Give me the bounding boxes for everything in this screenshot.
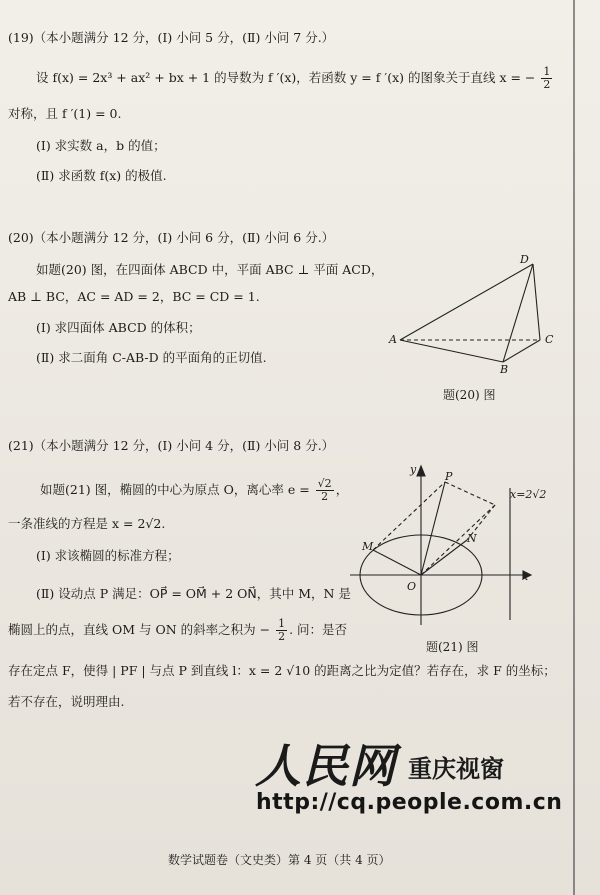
q20-header: (20)（本小题满分 12 分，(Ⅰ) 小问 6 分，(Ⅱ) 小问 6 分.） (8, 230, 335, 245)
q21-e-den: 2 (321, 490, 329, 503)
q21-line1 (40, 478, 348, 503)
q21-k-den: 2 (278, 630, 286, 643)
q21-label-M: M (362, 540, 374, 553)
q20-label-C: C (545, 333, 554, 346)
q21-last-line1: 存在定点 F，使得 | PF | 与点 P 到直线 l：x = 2 √10 的距离之比为定值？若存在，求 F 的坐标； (8, 663, 556, 678)
q19-frac-den: 2 (543, 78, 551, 91)
q21-k-fraction (276, 618, 287, 643)
q21-figure-caption: 题(21) 图 (426, 640, 479, 654)
segment-OM (373, 550, 421, 575)
margin-rule (573, 0, 575, 895)
q20-figure-caption: 题(20) 图 (443, 388, 496, 402)
edge-AB (400, 340, 503, 362)
q21-e-fraction (316, 478, 334, 503)
people-daily-logo-text: 人民网 (255, 739, 396, 793)
page-footer: 数学试题卷（文史类）第 4 页（共 4 页） (168, 853, 391, 867)
segment-OP (421, 482, 445, 575)
q19-line1-text: 设 f(x) = 2x³ + ax² + bx + 1 的导数为 f ′(x)，若函数 y = f ′(x) 的图象关于直线 x = − (36, 70, 536, 85)
q20-label-B: B (500, 363, 509, 376)
q21-part2b (8, 618, 347, 643)
q21-label-x: x (522, 570, 529, 583)
q19-header: (19)（本小题满分 12 分，(Ⅰ) 小问 5 分，(Ⅱ) 小问 7 分.） (8, 30, 335, 45)
q21-e-num: √2 (317, 477, 332, 490)
q21-line2: 一条准线的方程是 x = 2√2. (8, 516, 166, 531)
q21-part2b-text: 椭圆上的点，直线 OM 与 ON 的斜率之积为 − (8, 622, 271, 637)
chongqing-window-text: 重庆视窗 (408, 755, 504, 783)
edge-CD (533, 264, 540, 340)
segment-ON (421, 540, 467, 575)
q20-label-A: A (389, 333, 397, 346)
q19-line2: 对称，且 f ′(1) = 0. (8, 106, 122, 121)
q21-last-line2: 若不存在，说明理由. (8, 694, 125, 709)
q21-header: (21)（本小题满分 12 分，(Ⅰ) 小问 4 分，(Ⅱ) 小问 8 分.） (8, 438, 335, 453)
q19-frac-num: 1 (543, 65, 551, 78)
q21-line1-tail: ， (335, 482, 349, 497)
q21-part2b-tail: . 问：是否 (289, 622, 348, 637)
q21-part2a: (Ⅱ) 设动点 P 满足：OP⃗ = OM⃗ + 2 ON⃗，其中 M，N 是 (36, 586, 351, 601)
q19-fraction (541, 66, 552, 91)
q20-line1: 如题(20) 图，在四面体 ABCD 中，平面 ABC ⊥ 平面 ACD， (36, 262, 384, 277)
q20-tetrahedron-figure (385, 250, 565, 380)
q21-k-num: 1 (278, 617, 286, 630)
q21-label-N: N (467, 532, 477, 545)
q21-ellipse-figure (345, 460, 560, 630)
q21-label-directrix: x=2√2 (510, 488, 547, 501)
q20-part2: (Ⅱ) 求二面角 C-AB-D 的平面角的正切值. (36, 350, 267, 365)
q19-part2: (Ⅱ) 求函数 f(x) 的极值. (36, 168, 167, 183)
q21-line1-text: 如题(21) 图，椭圆的中心为原点 O，离心率 e = (40, 482, 310, 497)
q21-label-y: y (410, 463, 417, 476)
q19-line1 (36, 66, 554, 91)
q20-line2: AB ⊥ BC，AC = AD = 2，BC = CD = 1. (8, 289, 260, 304)
q19-part1: (Ⅰ) 求实数 a，b 的值； (36, 138, 166, 153)
y-axis-arrow (417, 466, 425, 476)
q21-label-P: P (445, 470, 453, 483)
dashed-MP (373, 482, 445, 550)
dashed-P-top (445, 482, 495, 505)
watermark-url: http://cq.people.com.cn (256, 790, 563, 815)
q20-part1: (Ⅰ) 求四面体 ABCD 的体积； (36, 320, 201, 335)
q21-label-O: O (407, 580, 417, 593)
q20-label-D: D (520, 253, 529, 266)
q21-part1: (Ⅰ) 求该椭圆的标准方程； (36, 548, 180, 563)
dashed-diagonal (421, 505, 495, 575)
